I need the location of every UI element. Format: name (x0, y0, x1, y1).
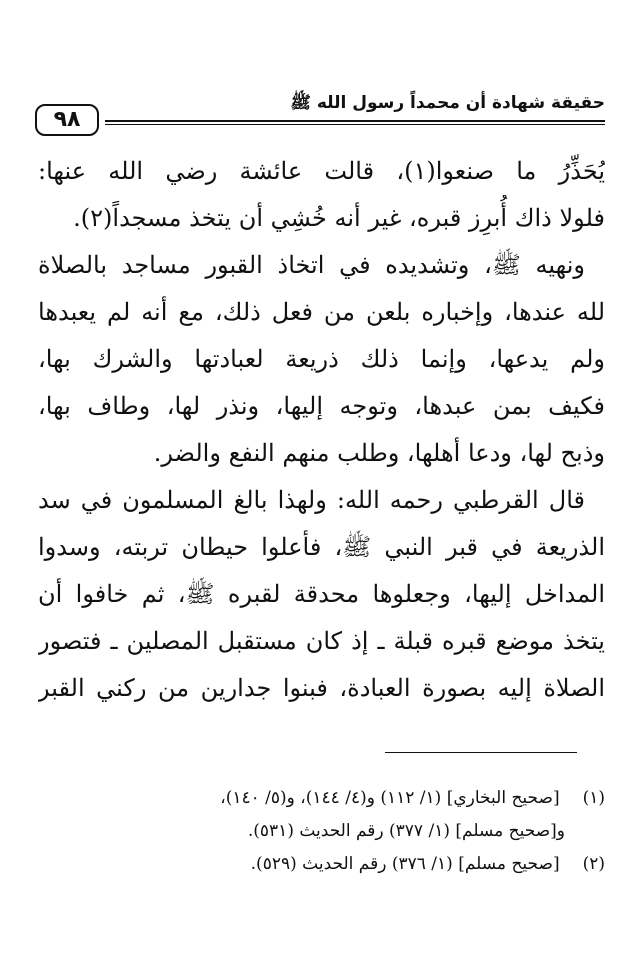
text-line: قال القرطبي رحمه الله: ولهذا بالغ المسلمون في سد (38, 486, 585, 514)
header-rule-secondary (105, 124, 605, 125)
text-line: فلولا ذاك أُبرِز قبره، غير أنه خُشِي أن يتخذ مسجداً(٢). (73, 204, 605, 232)
footnote-marker: (١) (582, 788, 605, 808)
footnote-2 (38, 848, 605, 881)
footnote-text: [صحيح البخاري] (١/ ١١٢) و(٤/ ١٤٤)، و(٥/ ١٤٠)، (220, 788, 560, 808)
footnotes (38, 782, 605, 881)
text-line: الصلاة إليه بصورة العبادة، فبنوا جدارين من ركني القبر (38, 674, 605, 702)
text-line: لله عندها، وإخباره بلعن من فعل ذلك، مع أنه لم يعبدها (38, 298, 605, 326)
text-line: فكيف بمن عبدها، وتوجه إليها، ونذر لها، وطاف بها، (38, 392, 605, 420)
header-rule (105, 120, 605, 122)
text-line: ونهيه ﷺ، وتشديده في اتخاذ القبور مساجد بالصلاة (38, 251, 585, 279)
footnote-1 (38, 782, 605, 815)
text-line: يُحَذِّرُ ما صنعوا(١)، قالت عائشة رضي الله عنها: (38, 157, 605, 185)
text-line: وذبح لها، ودعا أهلها، وطلب منهم النفع والضر. (153, 439, 605, 467)
running-header (35, 90, 605, 134)
footnote-1-continuation: و[صحيح مسلم] (١/ ٣٧٧) رقم الحديث (٥٣١). (247, 821, 565, 841)
footnote-separator (385, 752, 577, 753)
page-number: ٩٨ (35, 104, 99, 136)
main-text (38, 148, 605, 712)
text-line: الذريعة في قبر النبي ﷺ، فأعلوا حيطان تربته، وسدوا (38, 533, 605, 561)
text-line: يتخذ موضع قبره قبلة ـ إذ كان مستقبل المصلين ـ فتصور (38, 627, 605, 655)
header-title: حقيقة شهادة أن محمداً رسول الله ﷺ (290, 93, 605, 113)
text-line: ولم يدعها، وإنما ذلك ذريعة لعبادتها والشرك بها، (38, 345, 605, 373)
footnote-text: [صحيح مسلم] (١/ ٣٧٦) رقم الحديث (٥٢٩). (250, 854, 560, 874)
footnote-marker: (٢) (582, 854, 605, 874)
text-line: المداخل إليها، وجعلوها محدقة لقبره ﷺ، ثم خافوا أن (38, 580, 605, 608)
